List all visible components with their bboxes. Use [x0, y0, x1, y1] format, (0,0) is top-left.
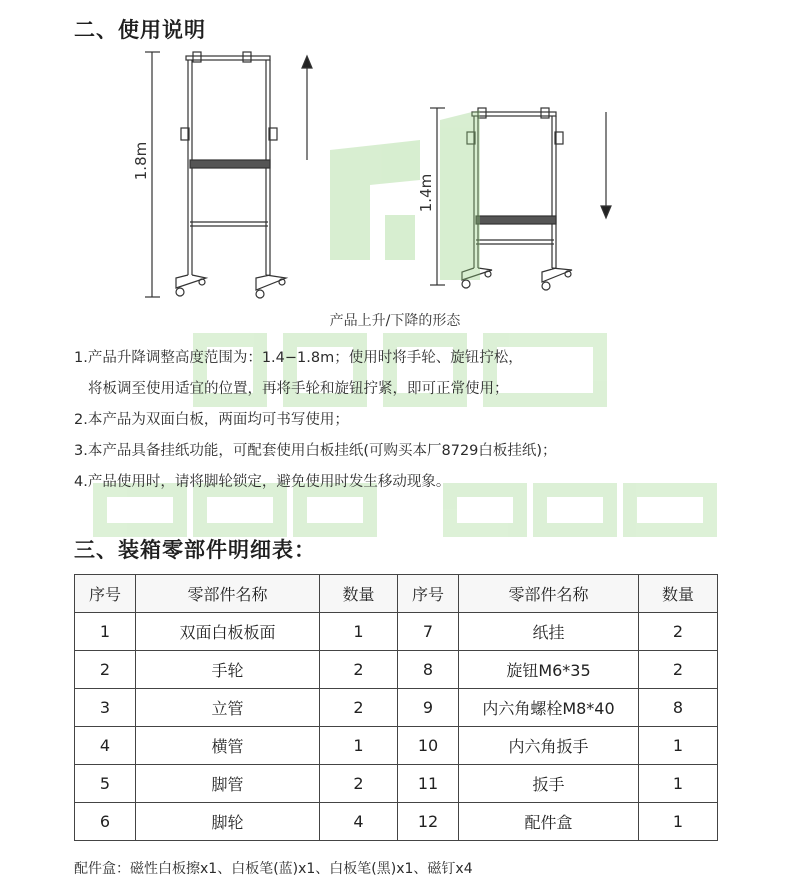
height-label-raised: 1.8m	[132, 141, 151, 181]
table-header-row	[75, 575, 718, 613]
height-label-lowered: 1.4m	[417, 173, 436, 213]
table-cell: 手轮	[136, 651, 320, 689]
table-cell: 2	[320, 689, 398, 727]
accessory-box-note: 配件盒：磁性白板擦x1、白板笔(蓝)x1、白板笔(黑)x1、磁钉x4	[74, 861, 473, 877]
table-cell: 1	[639, 727, 718, 765]
header-cell: 数量	[639, 575, 718, 613]
table-cell: 脚轮	[136, 803, 320, 841]
parts-table	[74, 574, 718, 841]
table-cell: 内六角螺栓M8*40	[459, 689, 639, 727]
usage-item-4: 4.产品使用时，请将脚轮锁定，避免使用时发生移动现象。	[74, 474, 451, 490]
table-cell: 立管	[136, 689, 320, 727]
table-row	[75, 803, 718, 841]
header-cell: 零部件名称	[136, 575, 320, 613]
table-cell: 9	[398, 689, 459, 727]
header-cell: 序号	[75, 575, 136, 613]
table-cell: 脚管	[136, 765, 320, 803]
table-cell: 5	[75, 765, 136, 803]
table-cell: 纸挂	[459, 613, 639, 651]
usage-item-3: 3.本产品具备挂纸功能，可配套使用白板挂纸(可购买本厂8729白板挂纸)；	[74, 443, 557, 459]
table-row	[75, 651, 718, 689]
table-cell: 11	[398, 765, 459, 803]
header-cell: 数量	[320, 575, 398, 613]
table-row	[75, 727, 718, 765]
table-cell: 2	[320, 765, 398, 803]
table-cell: 2	[75, 651, 136, 689]
usage-item-1: 1.产品升降调整高度范围为：1.4−1.8m；使用时将手轮、旋钮拧松， 将板调至使用适宜的位置，再将手轮和旋钮拧紧，即可正常使用；	[74, 350, 523, 397]
product-figure	[0, 40, 790, 340]
table-cell: 3	[75, 689, 136, 727]
table-cell: 双面白板板面	[136, 613, 320, 651]
table-cell: 1	[320, 613, 398, 651]
usage-item-2: 2.本产品为双面白板，两面均可书写使用；	[74, 412, 349, 428]
usage-instructions	[74, 348, 557, 503]
table-cell: 8	[639, 689, 718, 727]
table-cell: 10	[398, 727, 459, 765]
table-cell: 1	[639, 803, 718, 841]
table-cell: 4	[320, 803, 398, 841]
table-cell: 12	[398, 803, 459, 841]
table-cell: 扳手	[459, 765, 639, 803]
table-cell: 内六角扳手	[459, 727, 639, 765]
table-cell: 1	[639, 765, 718, 803]
table-cell: 1	[320, 727, 398, 765]
table-cell: 旋钮M6*35	[459, 651, 639, 689]
table-cell: 6	[75, 803, 136, 841]
table-cell: 7	[398, 613, 459, 651]
section-title-parts: 三、装箱零部件明细表：	[74, 538, 316, 562]
table-row	[75, 689, 718, 727]
table-cell: 2	[320, 651, 398, 689]
table-cell: 1	[75, 613, 136, 651]
table-cell: 8	[398, 651, 459, 689]
table-cell: 4	[75, 727, 136, 765]
figure-caption: 产品上升/下降的形态	[329, 313, 461, 329]
header-cell: 零部件名称	[459, 575, 639, 613]
section-title-usage: 二、使用说明	[74, 18, 206, 42]
header-cell: 序号	[398, 575, 459, 613]
table-row	[75, 613, 718, 651]
table-cell: 横管	[136, 727, 320, 765]
table-cell: 2	[639, 651, 718, 689]
table-cell: 2	[639, 613, 718, 651]
table-row	[75, 765, 718, 803]
table-cell: 配件盒	[459, 803, 639, 841]
whiteboard-stand-illustration	[0, 40, 790, 340]
